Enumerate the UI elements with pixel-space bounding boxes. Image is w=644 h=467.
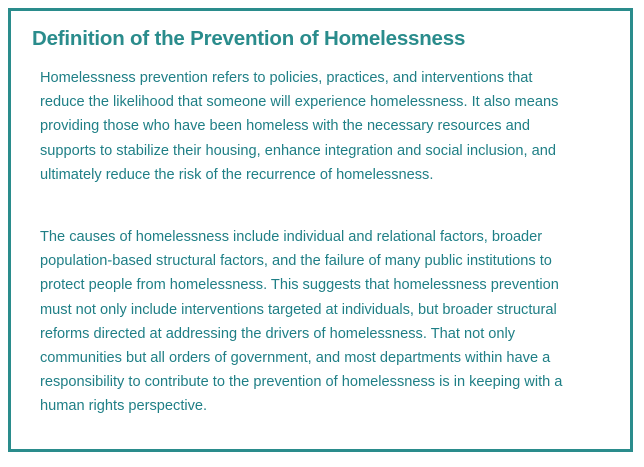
text-line: protect people from homelessness. This suggests that homelessness prevention — [40, 277, 559, 294]
text-line: providing those who have been homeless with the necessary resources and — [40, 118, 530, 135]
text-line: supports to stabilize their housing, enhance integration and social inclusion, and — [40, 142, 556, 159]
box-title: Definition of the Prevention of Homelessness — [32, 27, 466, 50]
text-line: communities but all orders of government, and most departments within have a — [40, 350, 551, 367]
text-line: The causes of homelessness include individual and relational factors, broader — [40, 229, 543, 245]
text-line: Homelessness prevention refers to policies, practices, and interventions that — [40, 70, 533, 86]
text-line: must not only include interventions targeted at individuals, but broader structural — [40, 301, 557, 318]
text-line: reduce the likelihood that someone will experience homelessness. It also means — [40, 94, 559, 111]
text-line: reforms directed at addressing the drivers of homelessness. That not only — [40, 325, 516, 342]
text-line: ultimately reduce the risk of the recurrence of homelessness. — [40, 166, 434, 183]
text-line: responsibility to contribute to the prevention of homelessness is in keeping with a — [40, 374, 563, 391]
paragraph-definition — [40, 66, 620, 187]
text-line: human rights perspective. — [40, 398, 208, 415]
paragraph-causes — [40, 225, 620, 419]
text-line: population-based structural factors, and the failure of many public institutions to — [40, 253, 552, 270]
